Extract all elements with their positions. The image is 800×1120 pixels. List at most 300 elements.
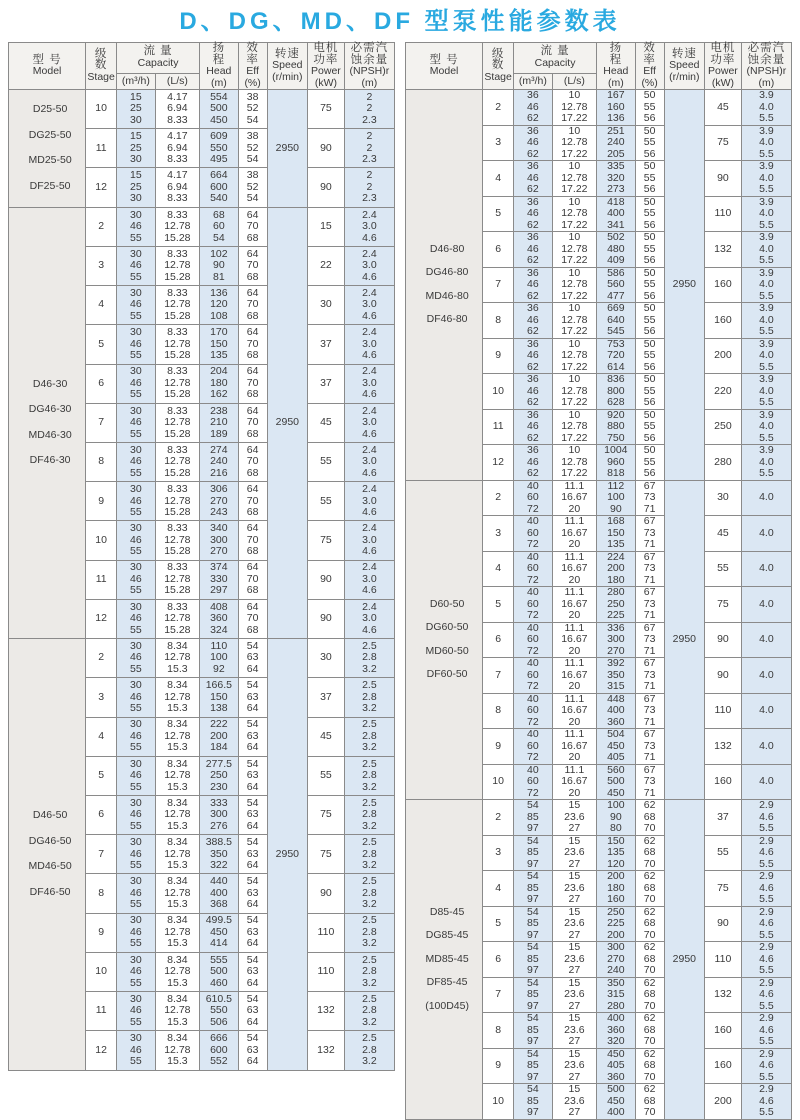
eff-cell	[238, 952, 267, 991]
power-cell: 75	[308, 835, 345, 874]
capacity-m3h-cell	[117, 207, 156, 246]
cell-value-line: 64	[246, 780, 259, 793]
cell-value-line: 55	[643, 136, 656, 148]
cell-value-line: 30	[130, 113, 142, 126]
cell-value-line: 70	[246, 455, 259, 468]
stage-cell: 10	[483, 1084, 514, 1120]
cell-value-line: 27	[568, 822, 581, 834]
cell-value-line: 333	[210, 796, 228, 809]
cell-value-line: 440	[210, 875, 228, 888]
cell-value-line: 55	[130, 859, 142, 872]
cell-value-line: 11.1	[564, 763, 585, 776]
capacity-m3h-cell	[514, 764, 553, 800]
cell-value-line: 12.78	[561, 384, 588, 397]
model-stack	[9, 104, 85, 192]
cell-value-line: 27	[568, 964, 581, 976]
cell-value-line: 3.9	[759, 160, 774, 172]
eff-cell	[238, 717, 267, 756]
cell-value-line: 495	[210, 153, 228, 166]
cell-value-line: 12.78	[561, 455, 588, 468]
cell-value-line: 15.28	[164, 584, 191, 597]
capacity-m3h-cell	[514, 161, 553, 197]
npsh-cell	[741, 729, 791, 765]
cell-value-line: 4.0	[759, 597, 774, 610]
cell-value-line: 350	[607, 976, 625, 989]
cell-value-line: 15	[568, 905, 581, 918]
npsh-cell	[344, 364, 394, 403]
pump-performance-table-right	[405, 42, 792, 1120]
npsh-cell	[344, 207, 394, 246]
power-cell: 55	[308, 442, 345, 481]
power-cell: 45	[705, 516, 742, 552]
capacity-m3h-cell	[514, 551, 553, 587]
cell-value-line: 23.6	[564, 1094, 585, 1107]
head-cell	[597, 267, 636, 303]
cell-value-line: 3.9	[759, 337, 774, 350]
cell-value-line: 54	[246, 796, 259, 809]
eff-cell	[635, 480, 664, 516]
cell-value-line: 36	[527, 444, 539, 456]
cell-value-line: 2.3	[362, 192, 377, 205]
cell-value-line: 8.34	[167, 639, 188, 652]
cell-value-line: 46	[130, 494, 142, 507]
col-header-head-zh: 扬 程	[212, 42, 226, 66]
capacity-ls-cell	[552, 445, 596, 481]
cell-value-line: 67	[643, 515, 656, 527]
capacity-ls-cell	[552, 338, 596, 374]
cell-value-line: 360	[607, 715, 625, 728]
npsh-cell	[741, 658, 791, 694]
cell-value-line: 56	[643, 147, 656, 160]
cell-value-line: 4.6	[362, 623, 377, 636]
power-cell: 45	[705, 90, 742, 126]
stage-cell: 7	[483, 267, 514, 303]
cell-value-line: 560	[607, 763, 625, 776]
capacity-m3h-cell	[514, 835, 553, 871]
cell-value-line: 8.33	[167, 153, 188, 166]
table-header	[9, 43, 395, 90]
cell-value-line: 368	[210, 898, 228, 911]
head-cell	[597, 516, 636, 552]
cell-value-line: 315	[607, 988, 625, 1000]
cell-value-line: 23.6	[564, 846, 585, 858]
table-body	[406, 90, 792, 1120]
cell-value-line: 97	[527, 1035, 539, 1047]
col-header-power-unit: (kW)	[711, 76, 734, 89]
cell-value-line: 62	[527, 289, 539, 302]
capacity-ls-cell	[552, 871, 596, 907]
speed-cell: 2950	[664, 90, 705, 481]
cell-value-line: 3.9	[759, 444, 774, 456]
col-header-eff-unit: (%)	[641, 76, 658, 89]
npsh-cell	[741, 942, 791, 978]
cell-value-line: 15.28	[164, 270, 191, 283]
eff-cell	[635, 693, 664, 729]
cell-value-line: 408	[210, 600, 228, 613]
head-cell	[597, 587, 636, 623]
cell-value-line: 4.0	[759, 207, 774, 219]
cell-value-line: 67	[643, 479, 656, 492]
cell-value-line: 68	[246, 623, 259, 636]
power-cell: 75	[705, 125, 742, 161]
cell-value-line: 3.2	[362, 1055, 377, 1068]
cell-value-line: 4.6	[759, 1059, 774, 1071]
capacity-m3h-cell	[117, 482, 156, 521]
eff-cell	[238, 1031, 267, 1070]
eff-cell	[635, 196, 664, 232]
cell-value-line: 17.22	[561, 254, 588, 266]
model-label: MD85-45	[425, 952, 469, 965]
cell-value-line: 46	[527, 384, 539, 397]
power-cell: 160	[705, 1013, 742, 1049]
cell-value-line: 2.5	[362, 914, 377, 927]
capacity-ls-cell	[552, 516, 596, 552]
cell-value-line: 68	[643, 917, 656, 929]
cell-value-line: 3.2	[362, 702, 377, 715]
cell-value-line: 50	[643, 160, 656, 172]
cell-value-line: 8.34	[167, 796, 188, 809]
cell-value-line: 11.1	[564, 515, 585, 527]
npsh-cell	[344, 1031, 394, 1070]
cell-value-line: 97	[527, 1070, 539, 1083]
eff-cell	[635, 729, 664, 765]
cell-value-line: 46	[130, 847, 142, 860]
stage-cell: 3	[483, 835, 514, 871]
npsh-cell	[344, 168, 394, 207]
cell-value-line: 72	[527, 538, 539, 550]
cell-value-line: 60	[527, 491, 539, 503]
cell-value-line: 71	[643, 715, 656, 728]
cell-value-line: 64	[246, 443, 259, 456]
capacity-ls-cell	[552, 409, 596, 445]
head-cell	[597, 835, 636, 871]
cell-value-line: 2.4	[362, 404, 377, 417]
cell-value-line: 72	[527, 644, 539, 657]
eff-cell	[238, 874, 267, 913]
speed-cell: 2950	[664, 480, 705, 800]
cell-value-line: 4.6	[759, 917, 774, 929]
cell-value-line: 400	[607, 1012, 625, 1024]
capacity-m3h-cell	[117, 325, 156, 364]
capacity-ls-cell	[155, 90, 199, 129]
capacity-m3h-cell	[117, 756, 156, 795]
capacity-m3h-cell	[117, 992, 156, 1031]
cell-value-line: 55	[643, 313, 656, 326]
cell-value-line: 71	[643, 502, 656, 515]
power-cell: 200	[705, 1084, 742, 1120]
cell-value-line: 5.5	[759, 822, 774, 834]
head-cell	[597, 871, 636, 907]
cell-value-line: 2.8	[362, 651, 377, 664]
cell-value-line: 72	[527, 751, 539, 763]
cell-value-line: 56	[643, 112, 656, 124]
cell-value-line: 62	[527, 218, 539, 231]
cell-value-line: 64	[246, 522, 259, 535]
cell-value-line: 71	[643, 609, 656, 621]
stage-cell: 10	[86, 952, 117, 991]
head-cell	[200, 717, 239, 756]
cell-value-line: 3.9	[759, 124, 774, 137]
cell-value-line: 4.6	[759, 810, 774, 823]
stage-cell: 8	[86, 442, 117, 481]
npsh-cell	[741, 835, 791, 871]
cell-value-line: 52	[246, 141, 259, 154]
cell-value-line: 17.22	[561, 147, 588, 160]
cell-value-line: 54	[527, 1083, 539, 1095]
cell-value-line: 64	[246, 898, 259, 911]
cell-value-line: 15	[568, 799, 581, 811]
cell-value-line: 102	[210, 247, 228, 260]
power-cell: 110	[308, 913, 345, 952]
stage-cell: 2	[483, 800, 514, 836]
cell-value-line: 85	[527, 988, 539, 1000]
cell-value-line: 46	[527, 100, 539, 113]
cell-value-line: 4.17	[167, 130, 188, 143]
stage-cell: 12	[86, 1031, 117, 1070]
cell-value-line: 97	[527, 822, 539, 834]
cell-value-line: 10	[568, 337, 581, 350]
cell-value-line: 63	[246, 729, 259, 742]
cell-value-line: 56	[643, 396, 656, 408]
cell-value-line: 17.22	[561, 218, 588, 231]
cell-value-line: 2.4	[362, 326, 377, 339]
cell-value-line: 46	[130, 1043, 142, 1056]
cell-value-line: 2.8	[362, 690, 377, 703]
cell-value-line: 15.3	[167, 937, 188, 950]
cell-value-line: 30	[130, 875, 142, 888]
cell-value-line: 55	[130, 741, 142, 754]
eff-cell	[635, 1013, 664, 1049]
cell-value-line: 405	[607, 1059, 625, 1071]
cell-value-line: 4.0	[759, 242, 774, 255]
cell-value-line: 4.0	[759, 349, 774, 361]
power-cell: 90	[705, 658, 742, 694]
npsh-cell	[741, 800, 791, 836]
cell-value-line: 15	[130, 90, 142, 103]
cell-value-line: 36	[527, 231, 539, 243]
cell-value-line: 55	[130, 898, 142, 911]
cell-value-line: 54	[246, 113, 259, 126]
eff-cell	[238, 992, 267, 1031]
head-cell	[597, 409, 636, 445]
cell-value-line: 10	[568, 373, 581, 385]
cell-value-line: 68	[246, 270, 259, 283]
cell-value-line: 20	[568, 538, 581, 550]
cell-value-line: 50	[643, 302, 656, 314]
cell-value-line: 16.67	[561, 562, 588, 574]
npsh-cell	[741, 232, 791, 268]
capacity-ls-cell	[155, 560, 199, 599]
cell-value-line: 2.4	[362, 522, 377, 535]
cell-value-line: 4.0	[759, 278, 774, 290]
capacity-ls-cell	[155, 913, 199, 952]
capacity-m3h-cell	[117, 286, 156, 325]
cell-value-line: 4.0	[759, 526, 774, 539]
cell-value-line: 17.22	[561, 396, 588, 408]
cell-value-line: 8.34	[167, 757, 188, 770]
capacity-m3h-cell	[514, 906, 553, 942]
cell-value-line: 50	[643, 373, 656, 385]
table-header	[406, 43, 792, 90]
cell-value-line: 17.22	[561, 183, 588, 195]
capacity-ls-cell	[552, 1048, 596, 1084]
stage-cell: 11	[86, 992, 117, 1031]
npsh-cell	[741, 551, 791, 587]
cell-value-line: 414	[210, 937, 228, 950]
cell-value-line: 15.3	[167, 780, 188, 793]
cell-value-line: 36	[527, 195, 539, 208]
eff-cell	[635, 125, 664, 161]
cell-value-line: 340	[210, 522, 228, 535]
npsh-cell	[741, 409, 791, 445]
npsh-cell	[741, 125, 791, 161]
model-cell	[9, 90, 86, 208]
cell-value-line: 960	[607, 455, 625, 468]
cell-value-line: 2.4	[362, 286, 377, 299]
stage-cell: 2	[86, 639, 117, 678]
cell-value-line: 5.5	[759, 467, 774, 479]
cell-value-line: 55	[130, 270, 142, 283]
stage-cell: 4	[86, 717, 117, 756]
eff-cell	[238, 168, 267, 207]
cell-value-line: 335	[607, 160, 625, 172]
cell-value-line: 46	[527, 420, 539, 432]
capacity-m3h-cell	[117, 678, 156, 717]
model-label: MD60-50	[425, 644, 469, 657]
cell-value-line: 85	[527, 952, 539, 965]
power-cell: 90	[705, 161, 742, 197]
cell-value-line: 12.78	[164, 690, 191, 703]
head-cell	[200, 599, 239, 638]
cell-value-line: 100	[607, 799, 625, 811]
table-body	[9, 90, 395, 1071]
col-header-head	[597, 43, 636, 90]
cell-value-line: 70	[246, 220, 259, 233]
model-cell	[406, 800, 483, 1120]
capacity-m3h-cell	[514, 338, 553, 374]
capacity-m3h-cell	[117, 913, 156, 952]
power-cell: 220	[705, 374, 742, 410]
capacity-m3h-cell	[514, 1048, 553, 1084]
cell-value-line: 4.6	[362, 270, 377, 283]
capacity-m3h-cell	[117, 521, 156, 560]
cell-value-line: 189	[210, 427, 228, 440]
cell-value-line: 64	[246, 365, 259, 378]
cell-value-line: 6.94	[167, 180, 188, 193]
capacity-m3h-cell	[514, 445, 553, 481]
head-cell	[597, 338, 636, 374]
cell-value-line: 81	[213, 270, 225, 283]
cell-value-line: 2.8	[362, 1043, 377, 1056]
head-cell	[200, 129, 239, 168]
cell-value-line: 4.0	[759, 100, 774, 113]
power-cell: 37	[705, 800, 742, 836]
cell-value-line: 15	[568, 870, 581, 882]
cell-value-line: 138	[210, 702, 228, 715]
eff-cell	[635, 835, 664, 871]
eff-cell	[238, 286, 267, 325]
npsh-cell	[344, 913, 394, 952]
pump-performance-table-left	[8, 42, 395, 1071]
cell-value-line: 72	[527, 502, 539, 515]
cell-value-line: 3.0	[362, 298, 377, 311]
cell-value-line: 5.5	[759, 857, 774, 870]
capacity-m3h-cell	[117, 246, 156, 285]
cell-value-line: 56	[643, 289, 656, 302]
col-header-power-en: Power	[708, 65, 738, 77]
cell-value-line: 62	[527, 254, 539, 266]
cell-value-line: 62	[527, 360, 539, 373]
cell-value-line: 3.9	[759, 266, 774, 279]
cell-value-line: 46	[130, 651, 142, 664]
cell-value-line: 392	[607, 657, 625, 669]
cell-value-line: 12.78	[164, 729, 191, 742]
cell-value-line: 15	[130, 130, 142, 143]
head-cell	[200, 952, 239, 991]
cell-value-line: 8.33	[167, 483, 188, 496]
capacity-m3h-cell	[514, 729, 553, 765]
stage-cell: 8	[483, 693, 514, 729]
cell-value-line: 240	[607, 136, 625, 148]
cell-value-line: 55	[643, 242, 656, 255]
cell-value-line: 324	[210, 623, 228, 636]
cell-value-line: 8.33	[167, 247, 188, 260]
cell-value-line: 12.78	[164, 965, 191, 978]
col-header-head	[200, 43, 239, 90]
power-cell: 37	[308, 325, 345, 364]
head-cell	[597, 161, 636, 197]
capacity-m3h-cell	[117, 835, 156, 874]
cell-value-line: 160	[607, 893, 625, 905]
head-cell	[597, 764, 636, 800]
cell-value-line: 8.34	[167, 992, 188, 1005]
cell-value-line: 70	[246, 259, 259, 272]
model-label: DG46-80	[425, 266, 469, 279]
cell-value-line: 72	[527, 786, 539, 799]
cell-value-line: 880	[607, 420, 625, 432]
cell-value-line: 67	[643, 550, 656, 563]
cell-value-line: 54	[246, 914, 259, 927]
power-cell: 75	[308, 795, 345, 834]
cell-value-line: 614	[607, 360, 625, 373]
cell-value-line: 23.6	[564, 917, 585, 929]
cell-value-line: 63	[246, 769, 259, 782]
power-cell: 90	[705, 906, 742, 942]
cell-value-line: 280	[607, 586, 625, 598]
cell-value-line: 30	[130, 153, 142, 166]
power-cell: 45	[308, 403, 345, 442]
cell-value-line: 666	[210, 1032, 228, 1045]
cell-value-line: 120	[607, 857, 625, 870]
cell-value-line: 17.22	[561, 112, 588, 124]
power-cell: 30	[308, 286, 345, 325]
head-cell	[597, 551, 636, 587]
cell-value-line: 10	[568, 195, 581, 208]
power-cell: 110	[308, 952, 345, 991]
cell-value-line: 2.9	[759, 1047, 774, 1060]
col-header-capacity	[514, 43, 597, 74]
cell-value-line: 30	[130, 561, 142, 574]
power-cell: 90	[308, 129, 345, 168]
cell-value-line: 480	[607, 242, 625, 255]
cell-value-line: 225	[607, 609, 625, 621]
cell-value-line: 70	[643, 1035, 656, 1047]
cell-value-line: 68	[643, 810, 656, 823]
eff-cell	[238, 90, 267, 129]
stage-cell: 6	[483, 622, 514, 658]
model-cell	[9, 207, 86, 638]
cell-value-line: 818	[607, 467, 625, 479]
